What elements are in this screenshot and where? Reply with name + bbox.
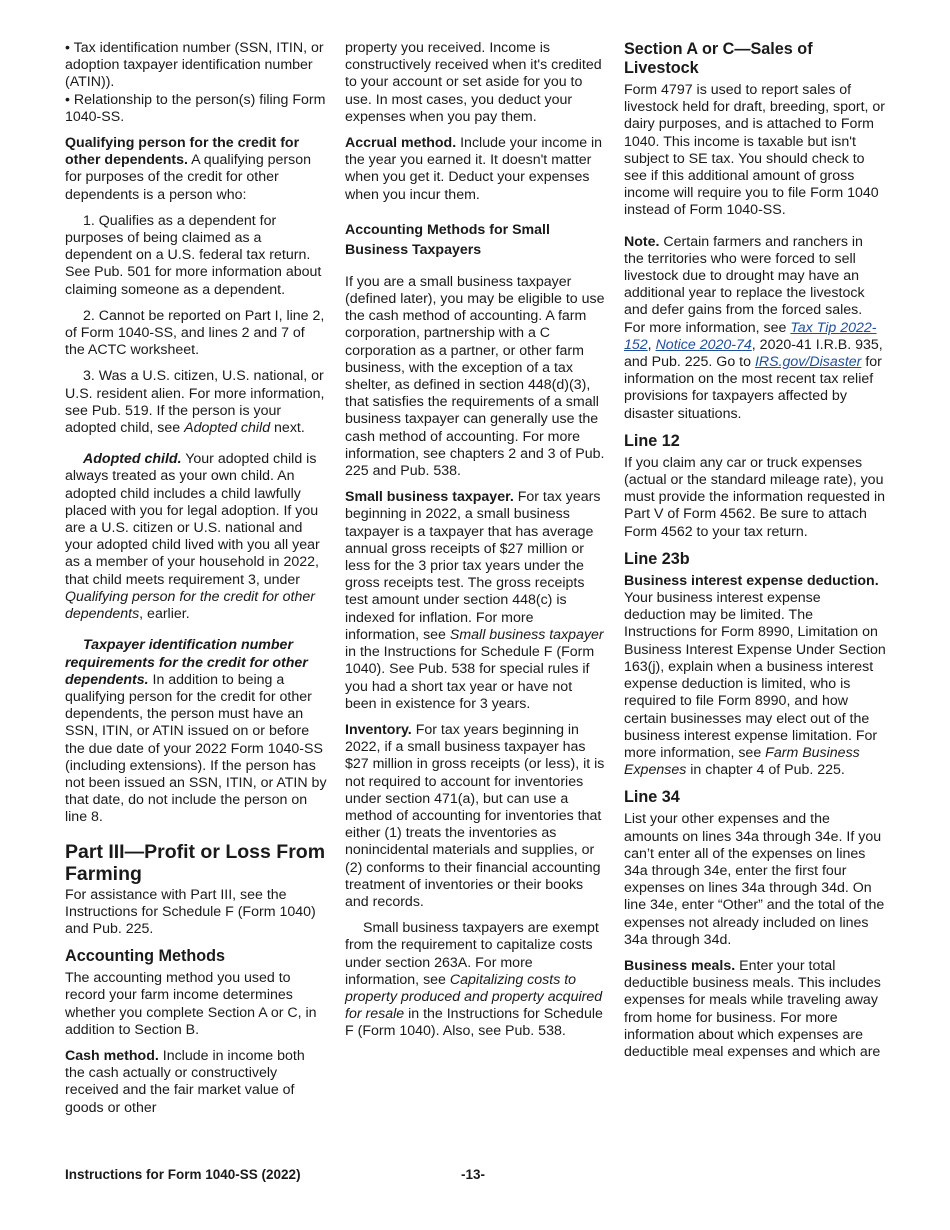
bullet-icon: •: [65, 91, 70, 108]
requirement-3: 3. Was a U.S. citizen, U.S. national, or U.S. resident alien. For more information, see Pub. 519. If the person is your adopted child, see Adopted child next.: [65, 368, 325, 437]
run-in-heading: Inventory.: [345, 721, 412, 738]
run-in-heading: Small business taxpayer.: [345, 489, 514, 506]
irs-disaster-link[interactable]: IRS.gov/Disaster: [754, 354, 862, 371]
bullet-item: [65, 40, 328, 92]
bullet-text: Relationship to the person(s) filing Form 1040-SS.: [65, 91, 326, 125]
small-business-taxpayer-paragraph: Small business taxpayer. For tax years beginning in 2022, a small business taxpayer is a taxpayer that has average annual gross receipts of $27 million or less for the 3 prior tax years under the gross receipts test. The gross receipts test amount under section 448(c) is indexed for inflation. For more information, see Small business taxpayer in the Instructions for Schedule F (Form 1040). See Pub. 538 for special rules if you had a short tax year or have not been in existence for 3 years.: [345, 489, 604, 712]
part-iii-title: Part III—Profit or Loss From Farming: [65, 840, 326, 885]
requirement-1: 1. Qualifies as a dependent for purposes of being claimed as a dependent on a U.S. federal tax return. See Pub. 501 for more information about claiming someone as a dependent.: [65, 212, 322, 298]
accounting-methods-title: Accounting Methods: [65, 947, 226, 966]
column-1: [65, 40, 328, 1126]
small-business-methods-title: Accounting Methods for Small Business Taxpayers: [345, 221, 550, 258]
run-in-heading: Business interest expense deduction.: [624, 572, 879, 589]
accrual-method-paragraph: Accrual method. Include your income in the year you earned it. It doesn't matter when you get it. Deduct your expenses when you incur them.: [345, 135, 603, 203]
bullet-text: Tax identification number (SSN, ITIN, or adoption taxpayer identification number (ATIN)).: [65, 40, 324, 91]
business-interest-paragraph: Business interest expense deduction. Your business interest expense deduction may be limited. The Instructions for Form 8990, Limitation on Business Interest Expense Under Section 163(j), explain when a business interest expense deduction is limited, who is required to file Form 8990, and how certain businesses may elect out of the business interest expense limitation. For more information, see Farm Business Expenses in chapter 4 of Pub. 225.: [624, 572, 886, 779]
bullet-item: [65, 92, 328, 126]
qualifying-person-paragraph: [65, 135, 328, 204]
part-iii-intro: For assistance with Part III, see the Instructions for Schedule F (Form 1040) and Pub. 225.: [65, 886, 316, 937]
requirement-2: 2. Cannot be reported on Part I, line 2, of Form 1040-SS, and lines 2 and 7 of the ACTC worksheet.: [65, 307, 325, 359]
note-paragraph: Note. Certain farmers and ranchers in the territories who were forced to sell livestock due to drought may have an additional year to replace the livestock and defer gains from the forced sales. For more information, see Tax Tip 2022-152, Notice 2020-74, 2020-41 I.R.B. 935, and Pub. 225. Go to IRS.gov/Disaster for information on the most recent tax relief provisions for taxpayers affected by disaster situations.: [624, 233, 883, 422]
inventory-paragraph: Inventory. For tax years beginning in 2022, if a small business taxpayer has $27 million in gross receipts (or less), it is not required to account for inventories under section 471(a), but can use a method of accounting for inventories that either (1) treats the inventories as nonincidental materials and supplies, or (2) conforms to their financial accounting treatment of inventories or their books and records.: [345, 721, 605, 910]
section-a-c-title: Section A or C—Sales of Livestock: [624, 40, 813, 77]
line-34-title: Line 34: [624, 788, 680, 807]
run-in-heading: Adopted child.: [83, 451, 182, 468]
accounting-methods-text: The accounting method you used to record your farm income determines whether you complete Section A or C, in addition to Section B.: [65, 970, 317, 1038]
cross-reference: Adopted child: [184, 420, 271, 437]
business-meals-paragraph: Business meals. Enter your total deductible business meals. This includes expenses for meals while traveling away from home for business. For more information about which expenses are deductible meal expenses and which are: [624, 957, 881, 1060]
line-34-text: List your other expenses and the amounts on lines 34a through 34e. If you can’t enter all of the expenses on lines 34a through 34e, enter the first four expenses on lines 34a through 34d. On line 34e, enter “Other” and the total of the expenses not already included on lines 34a through 34d.: [624, 811, 885, 948]
small-business-methods-text: If you are a small business taxpayer (defined later), you may be eligible to use the cash method of accounting. A farm corporation, partnership with a C corporation as a partner, or other farm business, with the exception of a tax shelter, as defined in section 448(d)(3), that satisfies the requirements of a small business taxpayer can generally use the cash method of accounting. For more information, see chapters 2 and 3 of Pub. 225 and Pub. 538.: [345, 273, 605, 480]
page-number: -13-: [461, 1167, 486, 1182]
column-2: [345, 40, 607, 1050]
cash-method-paragraph: Cash method. Include in income both the cash actually or constructively received and the fair market value of goods or other: [65, 1047, 305, 1116]
cash-method-continued: property you received. Income is constructively received when it's credited to your account or set aside for you to use. In most cases, you deduct your expenses when you pay them.: [345, 40, 602, 125]
cross-reference: Qualifying person for the credit for other dependents: [65, 588, 315, 623]
adopted-child-paragraph: Adopted child. Your adopted child is always treated as your own child. An adopted child includes a child lawfully placed with you for legal adoption. If you are a U.S. citizen or U.S. national and your adopted child lived with you all year as a member of your household in 2022, that child meets requirement 3, under Qualifying person for the credit for other dependents, earlier.: [65, 451, 320, 623]
line-12-text: If you claim any car or truck expenses (actual or the standard mileage rate), you must provide the information requested in Part V of Form 4562. Be sure to attach Form 4562 to your tax return.: [624, 454, 886, 540]
column-3: [624, 40, 886, 1070]
run-in-heading: Qualifying person for the credit for other dependents.: [65, 135, 300, 169]
run-in-heading: Accrual method.: [345, 135, 457, 152]
run-in-heading: Cash method.: [65, 1047, 159, 1064]
line-23b-title: Line 23b: [624, 549, 690, 568]
cross-reference: Capitalizing costs to property produced and property acquired for resale: [345, 971, 603, 1023]
run-in-heading: Business meals.: [624, 957, 736, 974]
exempt-paragraph: Small business taxpayers are exempt from the requirement to capitalize costs under section 263A. For more information, see Capitalizing costs to property produced and property acquired for resale in the Instructions for Schedule F (Form 1040). Also, see Pub. 538.: [345, 920, 603, 1040]
notice-link[interactable]: Notice 2020-74: [655, 336, 752, 353]
run-in-heading: Taxpayer identification number requirements for the credit for other dependents.: [65, 637, 308, 688]
bullet-icon: •: [65, 40, 70, 56]
tax-tip-link[interactable]: Tax Tip 2022-152: [624, 319, 877, 353]
cross-reference: Farm Business Expenses: [624, 744, 860, 779]
run-in-heading: Note.: [624, 233, 660, 250]
paragraph-text: A qualifying person for purposes of the credit for other dependents is a person who:: [65, 152, 312, 203]
tin-requirements-paragraph: Taxpayer identification number requirements for the credit for other dependents. In addition to being a qualifying person for the credit for other dependents, the person must have an SSN, ITIN, or ATIN issued on or before the due date of your 2022 Form 1040-SS (including extensions). If the person has not been issued an SSN, ITIN, or ATIN by that date, do not include the person on line 8.: [65, 637, 327, 826]
footer-form-title: Instructions for Form 1040-SS (2022): [65, 1167, 301, 1182]
line-12-title: Line 12: [624, 431, 680, 450]
section-a-c-text: Form 4797 is used to report sales of livestock held for draft, breeding, sport, or dairy purposes, and is attached to Form 1040. This income is taxable but isn't subject to SE tax. You should check to see if this additional amount of gross income will require you to file Form 1040 instead of Form 1040-SS.: [624, 82, 886, 219]
cross-reference: Small business taxpayer: [449, 626, 604, 643]
